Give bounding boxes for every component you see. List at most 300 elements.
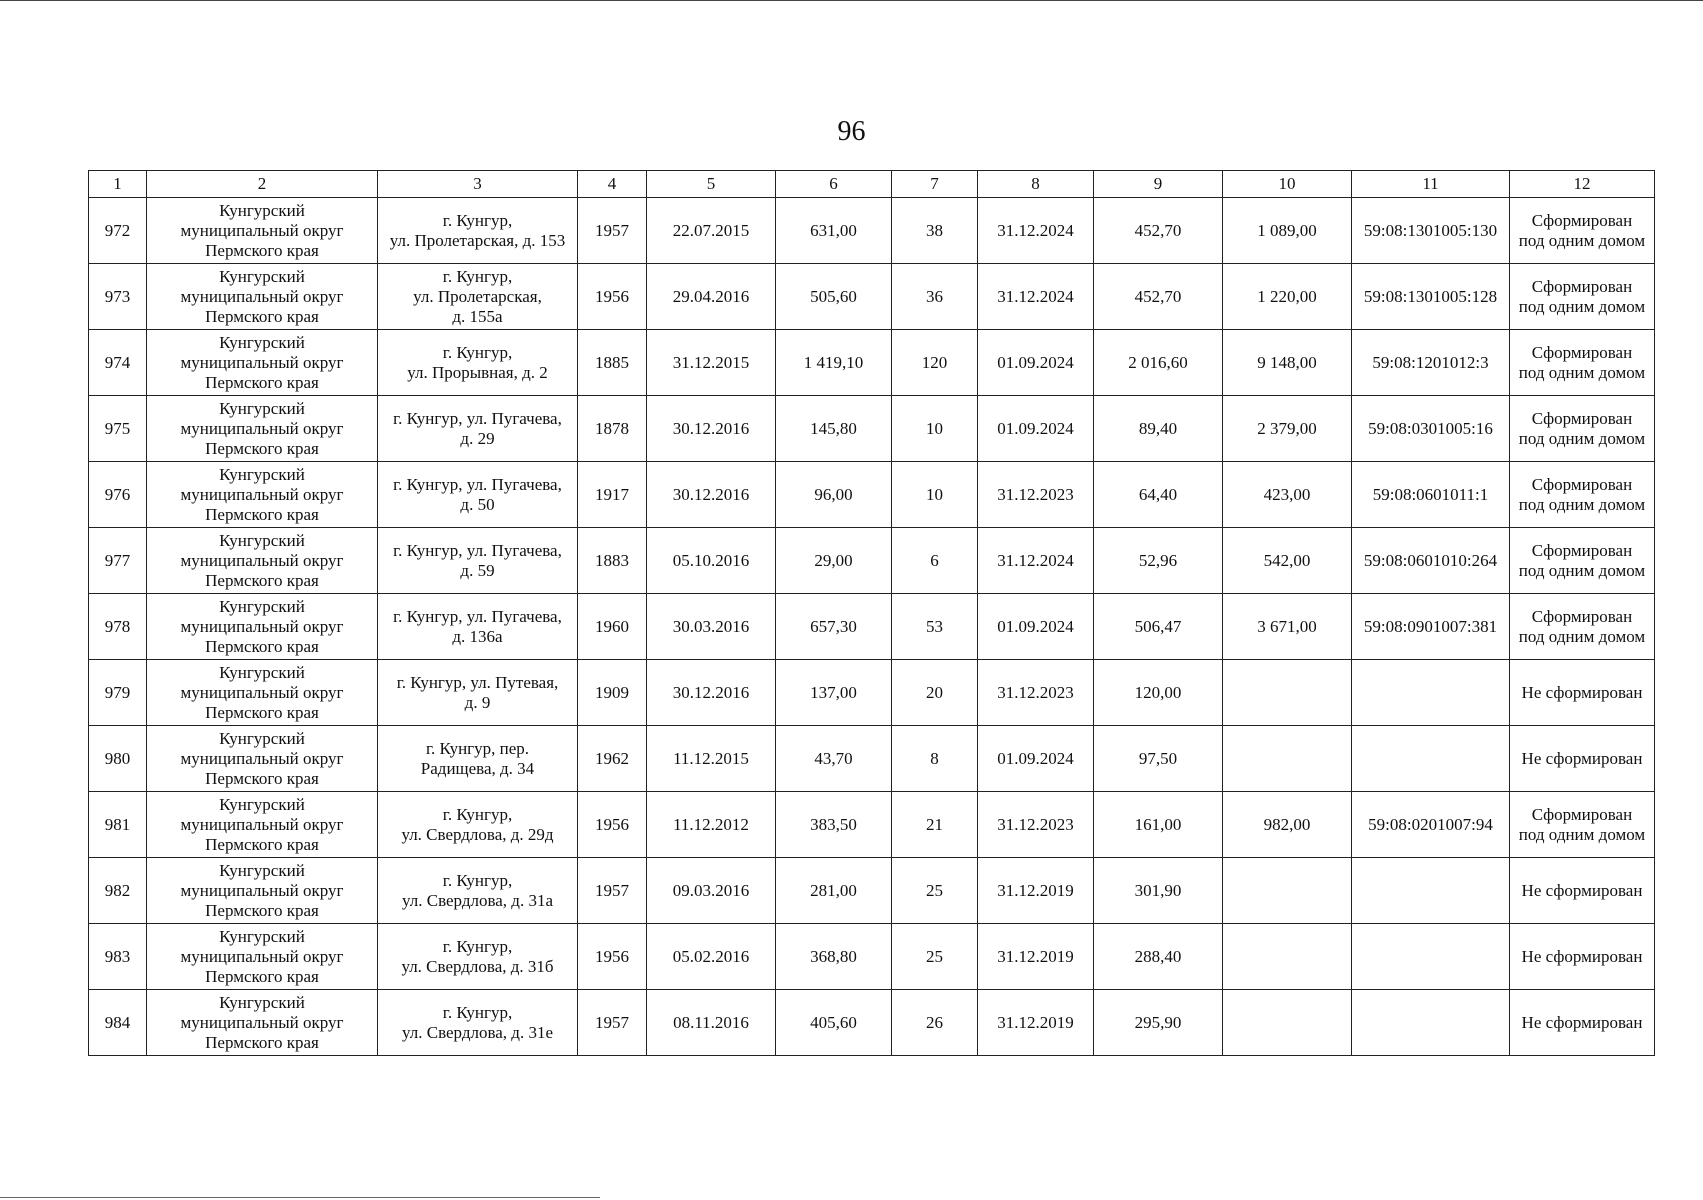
recognition-date-value: 30.12.2016: [672, 484, 750, 504]
table-row: [89, 924, 1655, 990]
cell-land-area: [1223, 924, 1352, 990]
cell-resettled-area: [1094, 660, 1223, 726]
resettled-area-value: 89,40: [1138, 418, 1178, 438]
column-header-7: 7: [892, 171, 978, 198]
cell-relocation-deadline: [978, 924, 1094, 990]
land-area-value: 9 148,00: [1257, 352, 1317, 372]
table-row: [89, 198, 1655, 264]
table-row: [89, 594, 1655, 660]
resettled-area-value: 452,70: [1134, 220, 1182, 240]
row-number-value: 983: [104, 946, 131, 966]
cell-land-status: [1510, 396, 1655, 462]
cell-municipality: [147, 396, 378, 462]
cell-resettled-area: [1094, 792, 1223, 858]
cell-area: [776, 594, 892, 660]
cell-municipality: [147, 594, 378, 660]
year-built-value: 1957: [595, 220, 629, 240]
cell-land-area: [1223, 990, 1352, 1056]
cell-land-status: [1510, 264, 1655, 330]
row-number-value: 978: [104, 616, 131, 636]
year-built-value: 1878: [595, 418, 629, 438]
recognition-date-value: 05.10.2016: [672, 550, 750, 570]
cell-row-number: [89, 924, 147, 990]
cell-area: [776, 462, 892, 528]
area-value: 383,50: [810, 814, 857, 834]
municipality-value: Кунгурский муниципальный округ Пермского края: [180, 200, 344, 260]
land-status-value: Сформирован под одним домом: [1518, 540, 1646, 580]
cell-cadastral-number: [1352, 264, 1510, 330]
address-value: г. Кунгур, ул. Пролетарская, д. 155а: [413, 266, 542, 326]
relocation-deadline-value: 31.12.2024: [997, 286, 1074, 306]
cadastral-number-value: 59:08:0201007:94: [1368, 814, 1493, 834]
cell-cadastral-number: [1352, 792, 1510, 858]
address-value: г. Кунгур, ул. Прорывная, д. 2: [407, 342, 548, 382]
cell-area: [776, 264, 892, 330]
cell-cadastral-number: [1352, 330, 1510, 396]
cell-relocation-deadline: [978, 792, 1094, 858]
residents-value: 10: [926, 484, 943, 504]
year-built-value: 1885: [595, 352, 629, 372]
cell-residents: [892, 858, 978, 924]
table-row: [89, 528, 1655, 594]
table-row: [89, 990, 1655, 1056]
cell-residents: [892, 990, 978, 1056]
cell-land-status: [1510, 198, 1655, 264]
cell-address: [378, 726, 578, 792]
cell-land-status: [1510, 726, 1655, 792]
recognition-date-value: 30.03.2016: [672, 616, 750, 636]
cell-resettled-area: [1094, 396, 1223, 462]
page-number: 96: [837, 116, 866, 147]
residents-value: 38: [926, 220, 943, 240]
cell-recognition-date: [647, 924, 776, 990]
resettled-area-value: 2 016,60: [1128, 352, 1188, 372]
cell-municipality: [147, 792, 378, 858]
municipality-value: Кунгурский муниципальный округ Пермского края: [180, 662, 344, 722]
cell-relocation-deadline: [978, 396, 1094, 462]
cell-land-status: [1510, 462, 1655, 528]
cell-relocation-deadline: [978, 264, 1094, 330]
land-status-value: Не сформирован: [1521, 946, 1643, 966]
address-value: г. Кунгур, ул. Путевая, д. 9: [396, 672, 559, 712]
cell-cadastral-number: [1352, 660, 1510, 726]
cell-recognition-date: [647, 330, 776, 396]
row-number-value: 974: [104, 352, 131, 372]
year-built-value: 1957: [595, 1012, 629, 1032]
header-row: [89, 171, 1655, 198]
cell-row-number: [89, 990, 147, 1056]
cell-relocation-deadline: [978, 330, 1094, 396]
cell-year-built: [578, 198, 647, 264]
cell-municipality: [147, 858, 378, 924]
land-status-value: Сформирован под одним домом: [1518, 804, 1646, 844]
address-value: г. Кунгур, ул. Пугачева, д. 50: [393, 474, 562, 514]
year-built-value: 1909: [595, 682, 629, 702]
cell-address: [378, 858, 578, 924]
area-value: 96,00: [814, 484, 853, 504]
cell-year-built: [578, 726, 647, 792]
area-value: 1 419,10: [803, 352, 864, 372]
address-value: г. Кунгур, ул. Пугачева, д. 136а: [393, 606, 562, 646]
land-status-value: Не сформирован: [1521, 1012, 1643, 1032]
municipality-value: Кунгурский муниципальный округ Пермского края: [180, 398, 344, 458]
cell-land-area: [1223, 198, 1352, 264]
column-header-12: 12: [1510, 171, 1655, 198]
cell-year-built: [578, 528, 647, 594]
land-status-value: Не сформирован: [1521, 748, 1643, 768]
land-area-value: 3 671,00: [1257, 616, 1317, 636]
relocation-deadline-value: 01.09.2024: [997, 418, 1074, 438]
cell-recognition-date: [647, 396, 776, 462]
land-status-value: Не сформирован: [1521, 880, 1643, 900]
land-status-value: Сформирован под одним домом: [1518, 408, 1646, 448]
cell-recognition-date: [647, 594, 776, 660]
recognition-date-value: 11.12.2012: [673, 814, 749, 834]
cell-recognition-date: [647, 660, 776, 726]
cell-residents: [892, 528, 978, 594]
address-value: г. Кунгур, ул. Свердлова, д. 29д: [401, 804, 554, 844]
area-value: 281,00: [810, 880, 857, 900]
resettled-area-value: 506,47: [1134, 616, 1182, 636]
cell-residents: [892, 594, 978, 660]
cadastral-number-value: 59:08:0301005:16: [1368, 418, 1493, 438]
land-status-value: Сформирован под одним домом: [1518, 210, 1646, 250]
table-row: [89, 462, 1655, 528]
cell-row-number: [89, 330, 147, 396]
cell-municipality: [147, 726, 378, 792]
cell-year-built: [578, 396, 647, 462]
column-header-5: 5: [647, 171, 776, 198]
cell-row-number: [89, 264, 147, 330]
recognition-date-value: 11.12.2015: [673, 748, 749, 768]
cell-year-built: [578, 330, 647, 396]
scan-bottom-edge: [0, 1197, 600, 1198]
cell-address: [378, 924, 578, 990]
resettled-area-value: 288,40: [1134, 946, 1182, 966]
cell-cadastral-number: [1352, 858, 1510, 924]
cell-row-number: [89, 594, 147, 660]
resettled-area-value: 64,40: [1138, 484, 1178, 504]
area-value: 43,70: [814, 748, 853, 768]
residents-value: 25: [926, 880, 943, 900]
relocation-deadline-value: 01.09.2024: [997, 616, 1074, 636]
land-area-value: 1 089,00: [1257, 220, 1317, 240]
row-number-value: 979: [104, 682, 131, 702]
cell-recognition-date: [647, 528, 776, 594]
cell-land-status: [1510, 858, 1655, 924]
cell-residents: [892, 198, 978, 264]
cell-row-number: [89, 660, 147, 726]
cell-residents: [892, 726, 978, 792]
cell-year-built: [578, 660, 647, 726]
cell-resettled-area: [1094, 990, 1223, 1056]
cell-address: [378, 462, 578, 528]
cell-land-area: [1223, 726, 1352, 792]
row-number-value: 972: [104, 220, 131, 240]
cell-year-built: [578, 858, 647, 924]
cell-cadastral-number: [1352, 594, 1510, 660]
relocation-deadline-value: 31.12.2023: [997, 682, 1074, 702]
cell-area: [776, 924, 892, 990]
cell-municipality: [147, 924, 378, 990]
cell-relocation-deadline: [978, 726, 1094, 792]
cell-area: [776, 858, 892, 924]
residents-value: 6: [930, 550, 939, 570]
land-status-value: Сформирован под одним домом: [1518, 342, 1646, 382]
cell-residents: [892, 792, 978, 858]
cell-address: [378, 330, 578, 396]
municipality-value: Кунгурский муниципальный округ Пермского края: [180, 266, 344, 326]
row-number-value: 973: [104, 286, 131, 306]
land-area-value: 542,00: [1263, 550, 1311, 570]
cell-land-status: [1510, 330, 1655, 396]
cell-area: [776, 528, 892, 594]
cell-address: [378, 792, 578, 858]
cell-area: [776, 330, 892, 396]
column-header-8: 8: [978, 171, 1094, 198]
cell-recognition-date: [647, 990, 776, 1056]
municipality-value: Кунгурский муниципальный округ Пермского края: [180, 464, 344, 524]
resettled-area-value: 161,00: [1134, 814, 1182, 834]
cell-area: [776, 660, 892, 726]
cell-cadastral-number: [1352, 924, 1510, 990]
residents-value: 53: [926, 616, 943, 636]
table-body: [89, 198, 1655, 1056]
cell-cadastral-number: [1352, 198, 1510, 264]
cell-address: [378, 396, 578, 462]
cell-year-built: [578, 462, 647, 528]
cell-year-built: [578, 990, 647, 1056]
cell-row-number: [89, 726, 147, 792]
recognition-date-value: 30.12.2016: [672, 418, 750, 438]
resettled-area-value: 301,90: [1134, 880, 1182, 900]
cell-municipality: [147, 198, 378, 264]
recognition-date-value: 22.07.2015: [672, 220, 750, 240]
area-value: 29,00: [814, 550, 853, 570]
residents-value: 21: [926, 814, 943, 834]
relocation-deadline-value: 01.09.2024: [997, 352, 1074, 372]
cell-resettled-area: [1094, 924, 1223, 990]
land-status-value: Сформирован под одним домом: [1518, 276, 1646, 316]
scan-top-edge: [0, 0, 1703, 1]
cell-land-area: [1223, 330, 1352, 396]
table-row: [89, 396, 1655, 462]
cell-row-number: [89, 792, 147, 858]
year-built-value: 1960: [595, 616, 629, 636]
cell-resettled-area: [1094, 528, 1223, 594]
cell-land-area: [1223, 660, 1352, 726]
cell-cadastral-number: [1352, 528, 1510, 594]
municipality-value: Кунгурский муниципальный округ Пермского края: [180, 332, 344, 392]
cell-municipality: [147, 264, 378, 330]
address-value: г. Кунгур, ул. Свердлова, д. 31б: [401, 936, 554, 976]
residents-value: 26: [926, 1012, 943, 1032]
cell-land-area: [1223, 792, 1352, 858]
cell-relocation-deadline: [978, 858, 1094, 924]
cell-resettled-area: [1094, 198, 1223, 264]
cell-resettled-area: [1094, 726, 1223, 792]
cell-recognition-date: [647, 726, 776, 792]
cell-area: [776, 726, 892, 792]
municipality-value: Кунгурский муниципальный округ Пермского края: [180, 992, 344, 1052]
cell-address: [378, 990, 578, 1056]
relocation-deadline-value: 31.12.2023: [997, 814, 1074, 834]
column-header-1: 1: [89, 171, 147, 198]
cell-area: [776, 990, 892, 1056]
cell-resettled-area: [1094, 462, 1223, 528]
cell-year-built: [578, 594, 647, 660]
land-area-value: 982,00: [1263, 814, 1311, 834]
relocation-deadline-value: 31.12.2024: [997, 220, 1074, 240]
cadastral-number-value: 59:08:1201012:3: [1372, 352, 1489, 372]
cell-address: [378, 528, 578, 594]
land-status-value: Сформирован под одним домом: [1518, 606, 1646, 646]
address-value: г. Кунгур, ул. Пугачева, д. 29: [393, 408, 562, 448]
cell-municipality: [147, 528, 378, 594]
year-built-value: 1962: [595, 748, 629, 768]
cell-row-number: [89, 396, 147, 462]
area-value: 368,80: [810, 946, 857, 966]
municipality-value: Кунгурский муниципальный округ Пермского края: [180, 530, 344, 590]
row-number-value: 976: [104, 484, 131, 504]
cell-area: [776, 396, 892, 462]
cell-land-status: [1510, 594, 1655, 660]
address-value: г. Кунгур, ул. Свердлова, д. 31а: [402, 870, 553, 910]
cell-address: [378, 198, 578, 264]
cell-address: [378, 264, 578, 330]
cell-row-number: [89, 198, 147, 264]
address-value: г. Кунгур, ул. Пугачева, д. 59: [393, 540, 562, 580]
cell-municipality: [147, 330, 378, 396]
column-header-2: 2: [147, 171, 378, 198]
table-row: [89, 858, 1655, 924]
cell-land-area: [1223, 264, 1352, 330]
year-built-value: 1956: [595, 814, 629, 834]
cell-relocation-deadline: [978, 528, 1094, 594]
municipality-value: Кунгурский муниципальный округ Пермского края: [180, 596, 344, 656]
cell-land-status: [1510, 660, 1655, 726]
cell-resettled-area: [1094, 330, 1223, 396]
year-built-value: 1956: [595, 946, 629, 966]
cell-relocation-deadline: [978, 198, 1094, 264]
address-value: г. Кунгур, ул. Пролетарская, д. 153: [389, 210, 566, 250]
cell-residents: [892, 924, 978, 990]
residents-value: 20: [926, 682, 943, 702]
cell-relocation-deadline: [978, 462, 1094, 528]
residents-value: 36: [926, 286, 943, 306]
column-header-9: 9: [1094, 171, 1223, 198]
cell-municipality: [147, 990, 378, 1056]
relocation-deadline-value: 31.12.2019: [997, 880, 1074, 900]
cell-land-area: [1223, 396, 1352, 462]
column-header-6: 6: [776, 171, 892, 198]
cell-residents: [892, 330, 978, 396]
cell-year-built: [578, 924, 647, 990]
cell-cadastral-number: [1352, 396, 1510, 462]
row-number-value: 981: [104, 814, 131, 834]
area-value: 405,60: [810, 1012, 857, 1032]
cell-municipality: [147, 660, 378, 726]
resettled-area-value: 120,00: [1134, 682, 1182, 702]
address-value: г. Кунгур, ул. Свердлова, д. 31е: [402, 1002, 553, 1042]
cell-year-built: [578, 792, 647, 858]
address-value: г. Кунгур, пер. Радищева, д. 34: [420, 738, 535, 778]
cell-land-area: [1223, 858, 1352, 924]
cell-residents: [892, 396, 978, 462]
table-row: [89, 726, 1655, 792]
residents-value: 8: [930, 748, 939, 768]
row-number-value: 984: [104, 1012, 131, 1032]
cell-recognition-date: [647, 198, 776, 264]
area-value: 631,00: [810, 220, 857, 240]
cell-area: [776, 792, 892, 858]
land-status-value: Сформирован под одним домом: [1518, 474, 1646, 514]
row-number-value: 982: [104, 880, 131, 900]
residents-value: 120: [921, 352, 948, 372]
row-number-value: 975: [104, 418, 131, 438]
resettled-area-value: 295,90: [1134, 1012, 1182, 1032]
cadastral-number-value: 59:08:1301005:128: [1363, 286, 1498, 306]
municipality-value: Кунгурский муниципальный округ Пермского края: [180, 860, 344, 920]
year-built-value: 1956: [595, 286, 629, 306]
cell-resettled-area: [1094, 264, 1223, 330]
column-header-3: 3: [378, 171, 578, 198]
relocation-deadline-value: 01.09.2024: [997, 748, 1074, 768]
relocation-deadline-value: 31.12.2024: [997, 550, 1074, 570]
column-header-10: 10: [1223, 171, 1352, 198]
area-value: 137,00: [810, 682, 857, 702]
cell-residents: [892, 462, 978, 528]
cell-row-number: [89, 858, 147, 924]
row-number-value: 977: [104, 550, 131, 570]
cell-recognition-date: [647, 462, 776, 528]
recognition-date-value: 08.11.2016: [673, 1012, 749, 1032]
municipality-value: Кунгурский муниципальный округ Пермского края: [180, 926, 344, 986]
cadastral-number-value: 59:08:1301005:130: [1363, 220, 1498, 240]
cell-land-status: [1510, 924, 1655, 990]
cell-row-number: [89, 528, 147, 594]
area-value: 505,60: [810, 286, 857, 306]
land-area-value: 2 379,00: [1257, 418, 1317, 438]
resettled-area-value: 97,50: [1138, 748, 1178, 768]
recognition-date-value: 30.12.2016: [672, 682, 750, 702]
cell-land-status: [1510, 792, 1655, 858]
cell-relocation-deadline: [978, 660, 1094, 726]
cell-address: [378, 594, 578, 660]
cell-recognition-date: [647, 858, 776, 924]
row-number-value: 980: [104, 748, 131, 768]
relocation-deadline-value: 31.12.2019: [997, 1012, 1074, 1032]
recognition-date-value: 29.04.2016: [672, 286, 750, 306]
year-built-value: 1883: [595, 550, 629, 570]
cadastral-number-value: 59:08:0601011:1: [1372, 484, 1489, 504]
table-header: [89, 171, 1655, 198]
column-header-4: 4: [578, 171, 647, 198]
year-built-value: 1917: [595, 484, 629, 504]
table-row: [89, 660, 1655, 726]
cell-address: [378, 660, 578, 726]
resettled-area-value: 452,70: [1134, 286, 1182, 306]
cell-row-number: [89, 462, 147, 528]
relocation-deadline-value: 31.12.2019: [997, 946, 1074, 966]
housing-registry-table: [88, 170, 1655, 1056]
recognition-date-value: 31.12.2015: [672, 352, 750, 372]
area-value: 657,30: [810, 616, 857, 636]
cell-land-status: [1510, 990, 1655, 1056]
cadastral-number-value: 59:08:0601010:264: [1363, 550, 1498, 570]
cell-land-area: [1223, 594, 1352, 660]
municipality-value: Кунгурский муниципальный округ Пермского края: [180, 728, 344, 788]
